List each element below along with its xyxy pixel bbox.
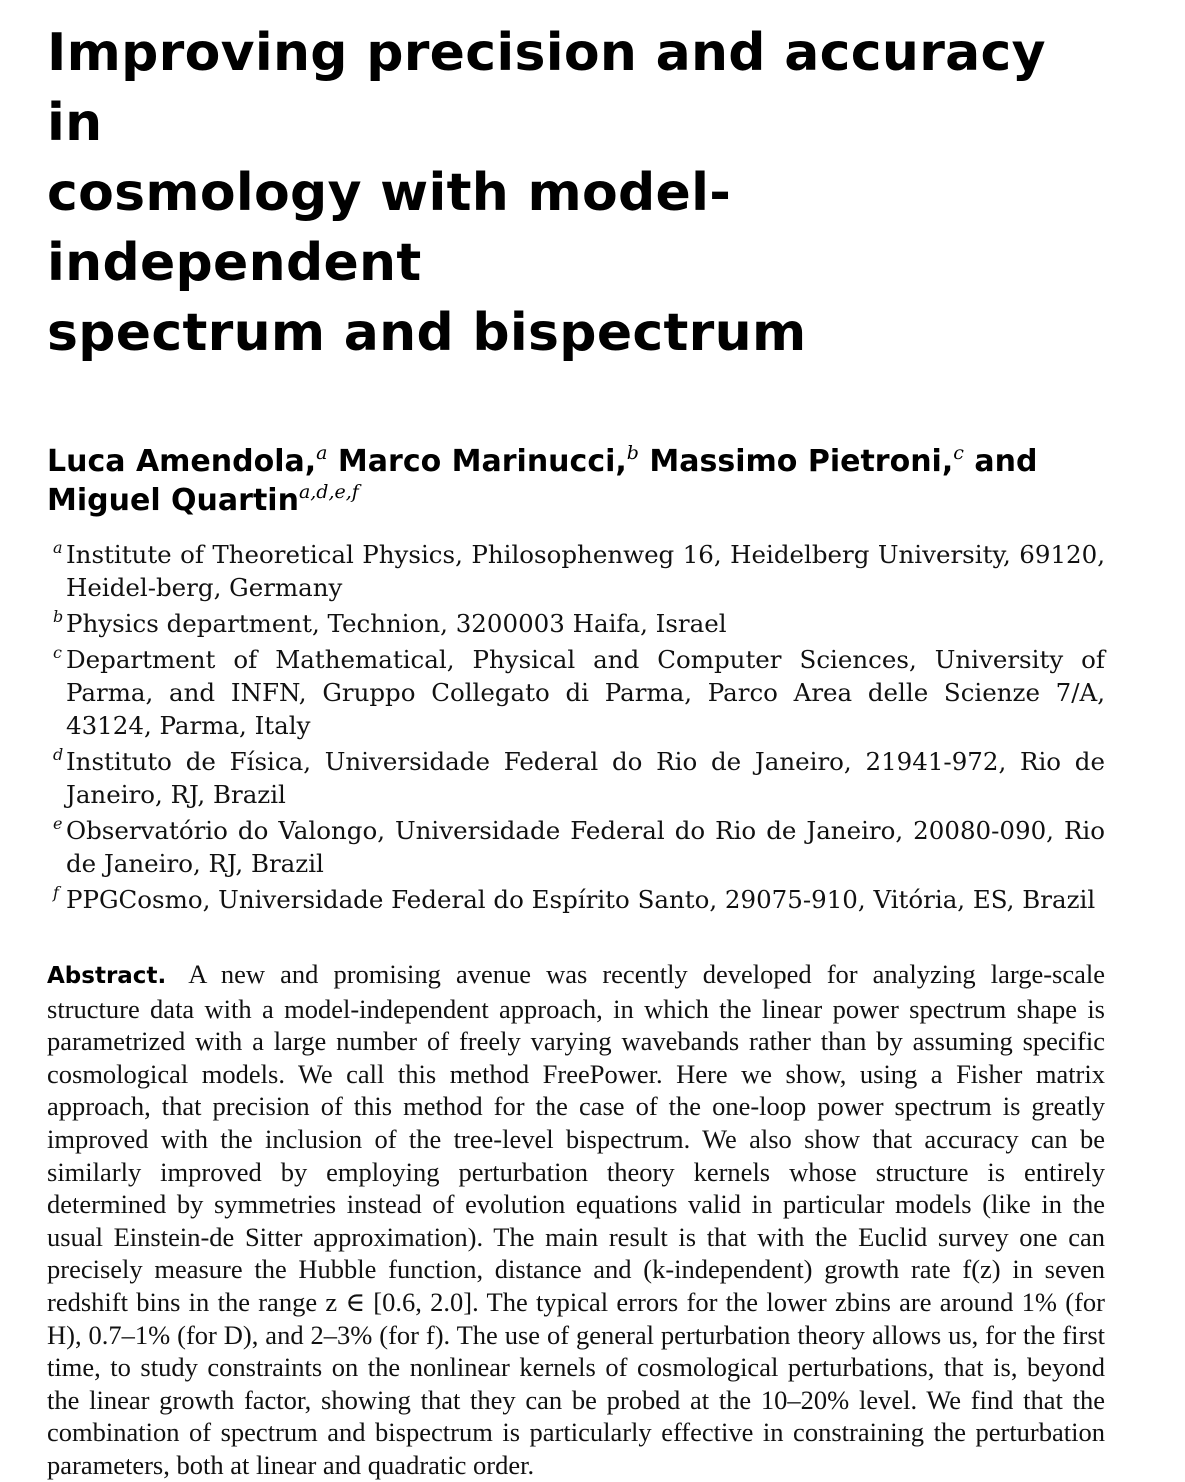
affiliation-mark: b xyxy=(53,607,64,626)
author-affiliation-mark: a xyxy=(316,442,328,464)
affiliation-text: Department of Mathematical, Physical and Computer Sciences, University of Parma, and INFN, Gruppo Collegato di Parma, Parco Area delle Scienze 7/A, 43124, Parma, Italy xyxy=(66,645,1105,740)
affiliation-text: Physics department, Technion, 3200003 Haifa, Israel xyxy=(66,609,727,638)
author-affiliation-mark: c xyxy=(953,442,964,464)
affiliation-item xyxy=(47,814,1105,880)
paper-title xyxy=(47,18,1105,368)
affiliation-mark: d xyxy=(53,745,64,764)
affiliation-text: Observatório do Valongo, Universidade Federal do Rio de Janeiro, 20080-090, Rio de Janeiro, RJ, Brazil xyxy=(66,816,1105,878)
affiliation-item xyxy=(47,607,1105,640)
affiliation-mark: a xyxy=(53,538,63,557)
affiliation-text: Institute of Theoretical Physics, Philosophenweg 16, Heidelberg University, 69120, Heidel-berg, Germany xyxy=(66,540,1105,602)
abstract-label: Abstract. xyxy=(47,963,167,989)
affiliation-mark: e xyxy=(53,814,63,833)
author-name: Massimo Pietroni, xyxy=(649,444,954,479)
author-name: Marco Marinucci, xyxy=(337,444,627,479)
paper-first-page xyxy=(47,18,1105,1482)
affiliation-text: PPGCosmo, Universidade Federal do Espírito Santo, 29075-910, Vitória, ES, Brazil xyxy=(66,885,1096,914)
affiliation-mark: f xyxy=(53,883,59,902)
title-line: Improving precision and accuracy in xyxy=(47,23,1046,153)
abstract-text: A new and promising avenue was recently developed for analyzing large-scale structure data with a model-independent approach, in which the linear power spectrum shape is parametrized with a large number of freely varying wavebands rather than by assuming specific cosmological models. We call this method FreePower. Here we show, using a Fisher matrix approach, that precision of this method for the case of the one-loop power spectrum is greatly improved with the inclusion of the tree-level bispectrum. We also show that accuracy can be similarly improved by employing perturbation theory kernels whose structure is entirely determined by symmetries instead of evolution equations valid in particular models (like in the usual Einstein-de Sitter approximation). The main result is that with the Euclid survey one can precisely measure the Hubble function, distance and (k-independent) growth rate f(z) in seven redshift bins in the range z ∈ [0.6, 2.0]. The typical errors for the lower zbins are around 1% (for H), 0.7–1% (for D), and 2–3% (for f). The use of general perturbation theory allows us, for the first time, to study constraints on the nonlinear kernels of cosmological perturbations, that is, beyond the linear growth factor, showing that they can be probed at the 10–20% level. We find that the combination of spectrum and bispectrum is particularly effective in constraining the perturbation parameters, both at linear and quadratic order. xyxy=(47,959,1105,1480)
affiliation-item xyxy=(47,538,1105,604)
author-affiliation-mark: b xyxy=(626,442,639,464)
affiliation-item xyxy=(47,883,1105,916)
author-name: Luca Amendola, xyxy=(47,444,317,479)
author-name: Miguel Quartin xyxy=(47,483,299,518)
abstract xyxy=(47,958,1105,1482)
author-list xyxy=(47,442,1105,520)
author-conjunction: and xyxy=(974,444,1038,479)
author-affiliation-mark: a,d,e,f xyxy=(298,481,359,503)
affiliation-item xyxy=(47,745,1105,811)
title-line: spectrum and bispectrum xyxy=(47,303,807,363)
affiliation-list xyxy=(47,538,1105,916)
affiliation-item xyxy=(47,643,1105,742)
title-line: cosmology with model-independent xyxy=(47,163,732,293)
affiliation-text: Instituto de Física, Universidade Federal do Rio de Janeiro, 21941-972, Rio de Janeiro, RJ, Brazil xyxy=(66,747,1105,809)
affiliation-mark: c xyxy=(53,643,62,662)
